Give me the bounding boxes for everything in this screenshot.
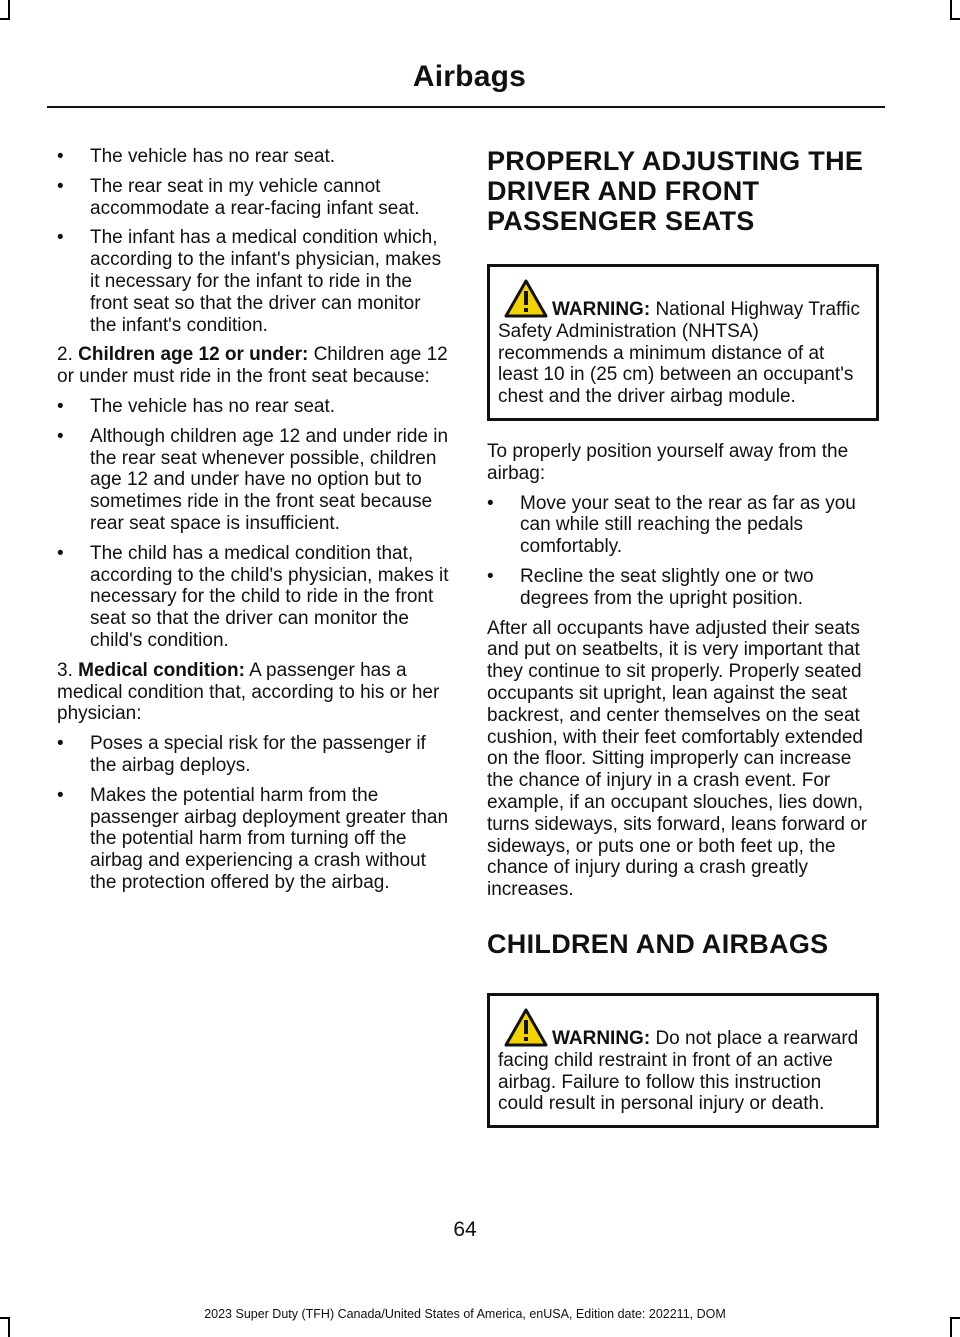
crop-mark (950, 1317, 952, 1337)
infant-reasons-list (57, 146, 449, 336)
header-divider (47, 106, 885, 108)
list-item: • Although children age 12 and under ride in the rear seat whenever possible, children age 12 and under have no option but to sometimes ride in the front seat because rear seat space is insufficient. (57, 426, 449, 535)
medical-condition-paragraph (57, 660, 449, 725)
warning-text: Do not place a rearward facing child restraint in front of an active airbag. Failure to follow this instruction could result in personal injury or death. (498, 1027, 859, 1115)
warning-text: National Highway Traffic Safety Administration (NHTSA) recommends a minimum distance of at least 10 in (25 cm) between an occupant's chest and the driver airbag module. (498, 299, 860, 408)
warning-box-seat-distance (487, 264, 879, 421)
list-item: • Move your seat to the rear as far as you can while still reaching the pedals comfortably. (487, 493, 879, 558)
list-item: • The vehicle has no rear seat. (57, 396, 449, 418)
position-list (487, 493, 879, 610)
warning-triangle-icon (504, 279, 548, 319)
section-heading-adjusting-seats: PROPERLY ADJUSTING THE DRIVER AND FRONT PASSENGER SEATS (487, 146, 864, 236)
footer-edition-info: 2023 Super Duty (TFH) Canada/United States of America, enUSA, Edition date: 202211, DOM (204, 1307, 726, 1321)
children-age-paragraph (57, 344, 449, 388)
crop-mark (950, 18, 960, 20)
crop-mark (0, 18, 10, 20)
item-text: Children age 12 or under must ride in the front seat because: (57, 344, 448, 388)
crop-mark (950, 0, 952, 20)
list-item: • Poses a special risk for the passenger if the airbag deploys. (57, 733, 449, 777)
list-item: • Makes the potential harm from the passenger airbag deployment greater than the potential harm from turning off the airbag and experiencing a crash without the protection offered by the airbag. (57, 785, 449, 894)
left-column (57, 146, 449, 902)
item-label: Medical condition: (78, 659, 245, 681)
warning-label: WARNING: (552, 299, 651, 320)
item-number: 2. (57, 344, 73, 366)
section-heading-children-airbags: CHILDREN AND AIRBAGS (487, 928, 829, 959)
item-label: Children age 12 or under: (78, 344, 309, 366)
crop-mark (950, 1317, 960, 1319)
list-item: • The child has a medical condition that, according to the child's physician, makes it necessary for the child to ride in the front seat so that the driver can monitor the child's condition. (57, 543, 449, 652)
children-reasons-list (57, 396, 449, 652)
position-intro: To properly position yourself away from the airbag: (487, 440, 849, 484)
page-number: 64 (453, 1218, 477, 1241)
warning-triangle-icon (504, 1008, 548, 1048)
list-item: • Recline the seat slightly one or two degrees from the upright position. (487, 566, 879, 610)
medical-reasons-list (57, 733, 449, 894)
list-item: • The infant has a medical condition which, according to the infant's physician, makes it necessary for the infant to ride in the front seat so that the driver can monitor the infant's condition. (57, 227, 449, 336)
page-title: Airbags (412, 60, 526, 93)
seating-paragraph: After all occupants have adjusted their seats and put on seatbelts, it is very important that they continue to sit properly. Properly seated occupants sit upright, lean against the seat backrest, and center themselves on the seat cushion, with their feet comfortably extended on the floor. Sitting improperly can increase the chance of injury in a crash event. For example, if an occupant slouches, lies down, turns sideways, sits forward, leans forward or sideways, or puts one or both feet up, the chance of injury during a crash greatly increases. (487, 617, 868, 901)
item-number: 3. (57, 659, 73, 681)
warning-box-child-restraint (487, 993, 879, 1128)
right-column (487, 146, 879, 1148)
crop-mark (8, 0, 10, 20)
list-item: • The rear seat in my vehicle cannot accommodate a rear-facing infant seat. (57, 176, 449, 220)
item-text: A passenger has a medical condition that, according to his or her physician: (57, 659, 440, 725)
warning-label: WARNING: (552, 1027, 651, 1049)
list-item: • The vehicle has no rear seat. (57, 146, 449, 168)
